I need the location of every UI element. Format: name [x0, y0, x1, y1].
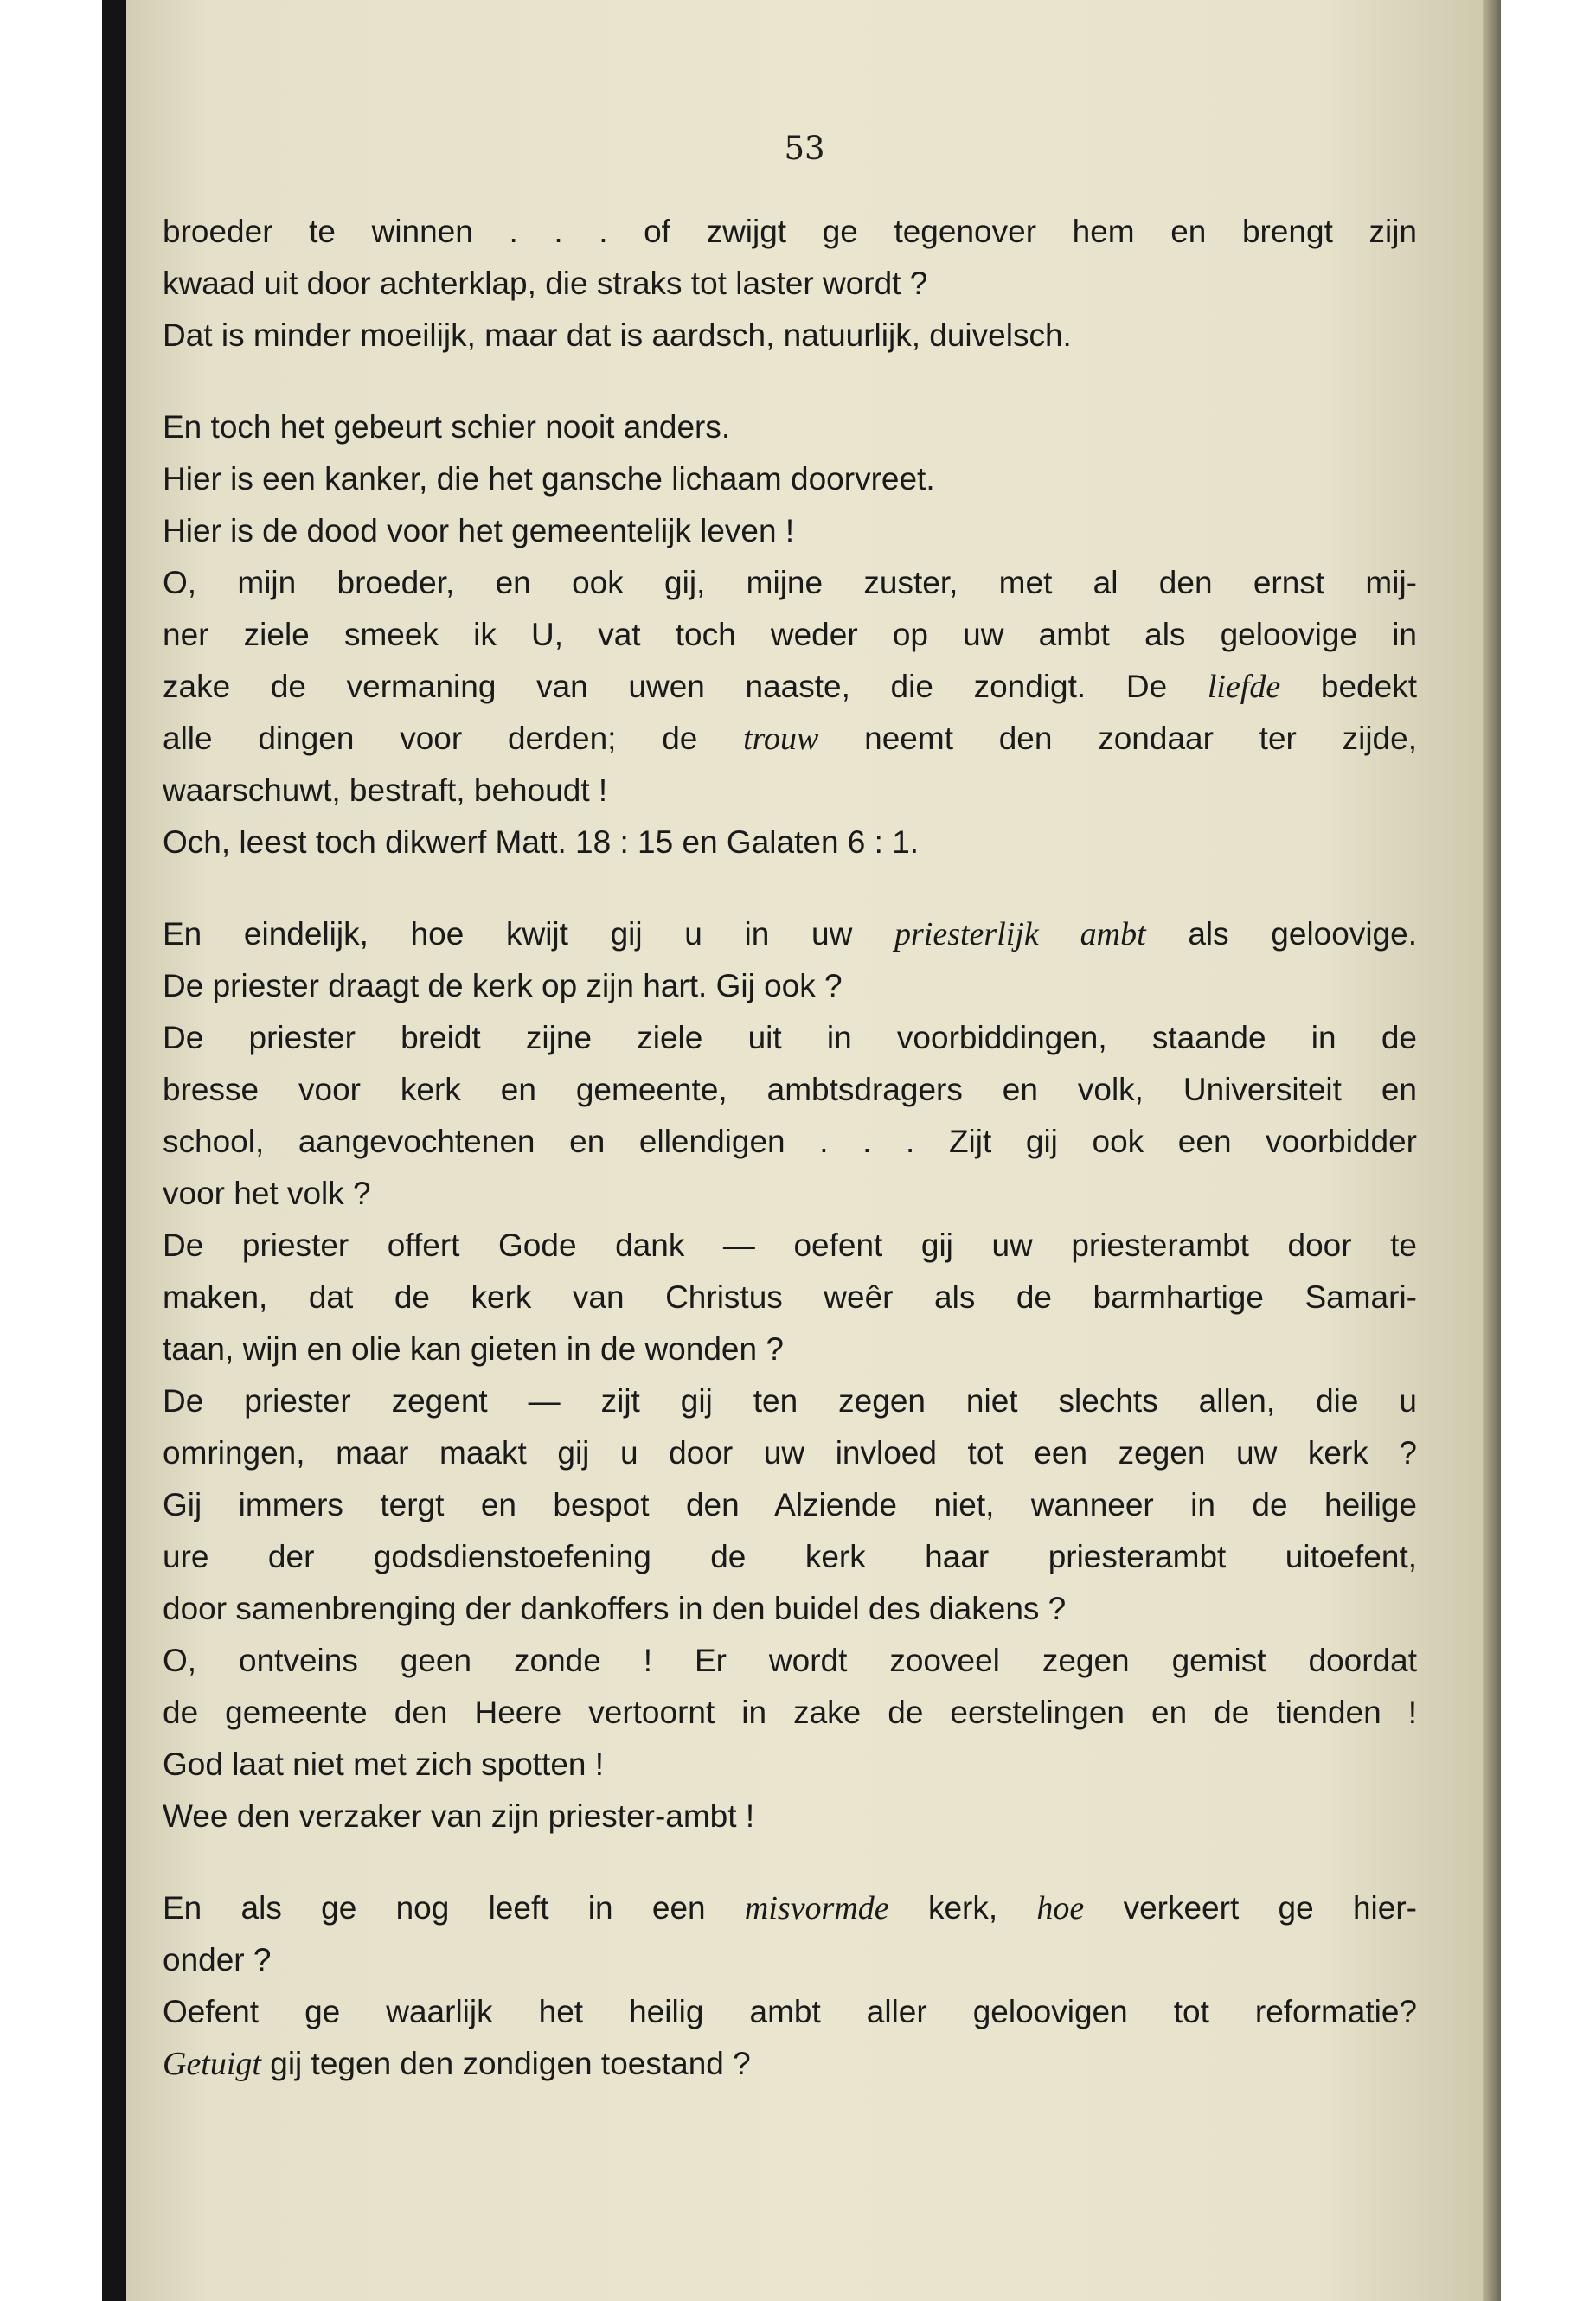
text-line: door samenbrenging der dankoffers in den buidel des diakens ?	[163, 1591, 1067, 1626]
text-line: alle dingen voor derden; de trouw neemt den zondaar ter zijde,	[163, 721, 1417, 757]
text-line: De priester zegent — zijt gij ten zegen niet slechts allen, die u	[163, 1383, 1417, 1419]
book-page	[126, 0, 1483, 2301]
text-line: Oefent ge waarlijk het heilig ambt aller geloovigen tot reformatie?	[163, 1994, 1417, 2029]
text-line: Och, leest toch dikwerf Matt. 18 : 15 en Galaten 6 : 1.	[163, 824, 920, 860]
page-text	[163, 206, 1417, 2090]
text-line: zake de vermaning van uwen naaste, die zondigt. De liefde bedekt	[163, 669, 1417, 705]
text-line: ner ziele smeek ik U, vat toch weder op uw ambt als geloovige in	[163, 617, 1417, 652]
text-line: En toch het gebeurt schier nooit anders.	[163, 409, 731, 445]
text-line: ure der godsdienstoefening de kerk haar priesterambt uitoefent,	[163, 1539, 1417, 1574]
scanner-margin-left	[102, 0, 121, 2301]
text-line: Getuigt gij tegen den zondigen toestand ?	[163, 2046, 751, 2082]
text-line: Gij immers tergt en bespot den Alziende niet, wanneer in de heilige	[163, 1487, 1417, 1522]
text-line: kwaad uit door achterklap, die straks tot laster wordt ?	[163, 266, 928, 301]
text-line: waarschuwt, bestraft, behoudt !	[163, 772, 608, 808]
text-line: Hier is de dood voor het gemeentelijk leven !	[163, 513, 795, 548]
text-line: school, aangevochtenen en ellendigen . . . Zijt gij ook een voorbidder	[163, 1124, 1417, 1159]
text-line: De priester draagt de kerk op zijn hart. Gij ook ?	[163, 968, 843, 1003]
text-line: de gemeente den Heere vertoornt in zake de eerstelingen en de tienden !	[163, 1695, 1417, 1730]
page-gutter-shadow	[1483, 0, 1501, 2301]
text-line: O, mijn broeder, en ook gij, mijne zuster, met al den ernst mij-	[163, 565, 1417, 600]
text-line: taan, wijn en olie kan gieten in de wonden ?	[163, 1331, 784, 1367]
text-line: Wee den verzaker van zijn priester-ambt !	[163, 1798, 755, 1834]
text-line: De priester offert Gode dank — oefent gij uw priesterambt door te	[163, 1227, 1417, 1263]
text-line: voor het volk ?	[163, 1176, 371, 1211]
text-line: onder ?	[163, 1942, 272, 1977]
page-number: 53	[784, 130, 825, 167]
text-line: De priester breidt zijne ziele uit in voorbiddingen, staande in de	[163, 1020, 1417, 1055]
text-line: En eindelijk, hoe kwijt gij u in uw priesterlijk ambt als geloovige.	[163, 916, 1417, 952]
text-line: En als ge nog leeft in een misvormde kerk, hoe verkeert ge hier-	[163, 1890, 1417, 1926]
text-line: bresse voor kerk en gemeente, ambtsdragers en volk, Universiteit en	[163, 1072, 1417, 1107]
text-line: God laat niet met zich spotten !	[163, 1747, 605, 1782]
text-line: maken, dat de kerk van Christus weêr als de barmhartige Samari-	[163, 1279, 1417, 1315]
text-line: broeder te winnen . . . of zwijgt ge tegenover hem en brengt zijn	[163, 214, 1417, 249]
text-line: omringen, maar maakt gij u door uw invloed tot een zegen uw kerk ?	[163, 1435, 1417, 1471]
text-line: O, ontveins geen zonde ! Er wordt zooveel zegen gemist doordat	[163, 1643, 1417, 1678]
text-line: Hier is een kanker, die het gansche lichaam doorvreet.	[163, 461, 935, 497]
text-line: Dat is minder moeilijk, maar dat is aardsch, natuurlijk, duivelsch.	[163, 317, 1072, 353]
